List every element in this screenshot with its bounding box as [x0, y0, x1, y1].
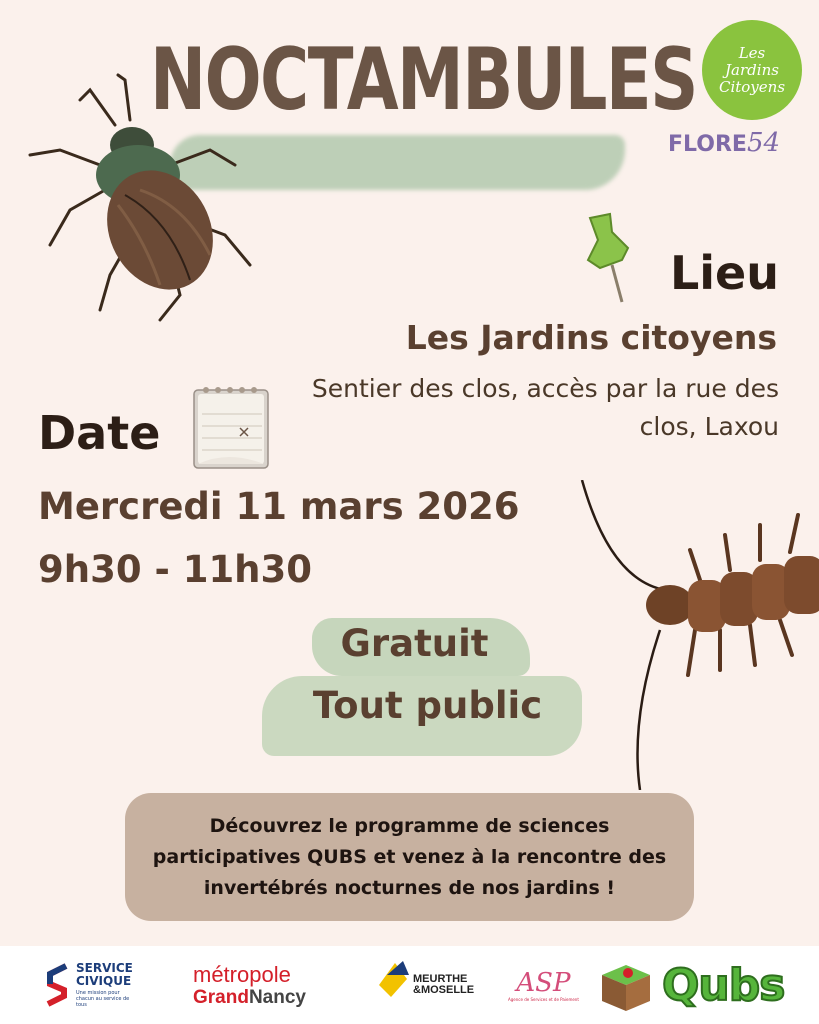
qubs-word: Qubs — [662, 959, 785, 1011]
mm-line1: MEURTHE — [413, 973, 468, 985]
meurthe-moselle-logo — [375, 946, 474, 1024]
lieu-heading: Lieu — [669, 246, 779, 300]
service-civique-line2: CIVIQUE — [76, 974, 132, 988]
lieu-address: Sentier des clos, accès par la rue des clos, Laxou — [311, 374, 779, 441]
metropole-word: métropole — [193, 961, 291, 987]
asp-logo — [508, 946, 579, 1024]
audience-label: Tout public — [312, 684, 543, 727]
meurthe-moselle-mark-icon — [375, 957, 409, 1013]
qubs-cube-icon — [598, 957, 654, 1013]
date-day: Mercredi 11 mars 2026 — [38, 485, 520, 528]
info-box — [125, 793, 694, 921]
flore-num: 54 — [746, 128, 781, 158]
metropole-logo — [193, 946, 306, 1024]
service-civique-line1: SERVICE — [76, 961, 133, 975]
page-title: NOCTAMBULES — [150, 30, 697, 130]
jardins-citoyens-logo: Les Jardins Citoyens — [702, 20, 802, 120]
service-civique-logo — [44, 946, 136, 1024]
asp-word: ASP — [516, 967, 571, 998]
nancy-word: Nancy — [248, 986, 306, 1008]
asp-sub: Agence de Services et de Paiement — [508, 996, 579, 1002]
grand-nancy — [193, 987, 306, 1008]
price-label: Gratuit — [340, 622, 489, 665]
mm-line2: &MOSELLE — [413, 984, 475, 996]
grand-word: Grand — [193, 986, 249, 1008]
calendar-icon — [188, 380, 273, 472]
beetle-icon — [20, 70, 270, 330]
date-heading: Date — [38, 406, 161, 460]
service-civique-mark-icon — [44, 962, 70, 1008]
qubs-logo — [598, 946, 784, 1024]
flore-text: FLORE — [668, 132, 747, 157]
pushpin-icon — [580, 210, 640, 305]
date-time: 9h30 - 11h30 — [38, 548, 313, 591]
flore54-logo — [668, 128, 780, 158]
footer-logos — [0, 946, 819, 1024]
service-civique-sub: Une mission pour chacun au service de tous — [76, 990, 130, 1008]
lieu-name: Les Jardins citoyens — [405, 318, 777, 357]
info-text: Découvrez le programme de sciences participatives QUBS et venez à la rencontre des invertébrés nocturnes de nos jardins ! — [152, 814, 667, 899]
